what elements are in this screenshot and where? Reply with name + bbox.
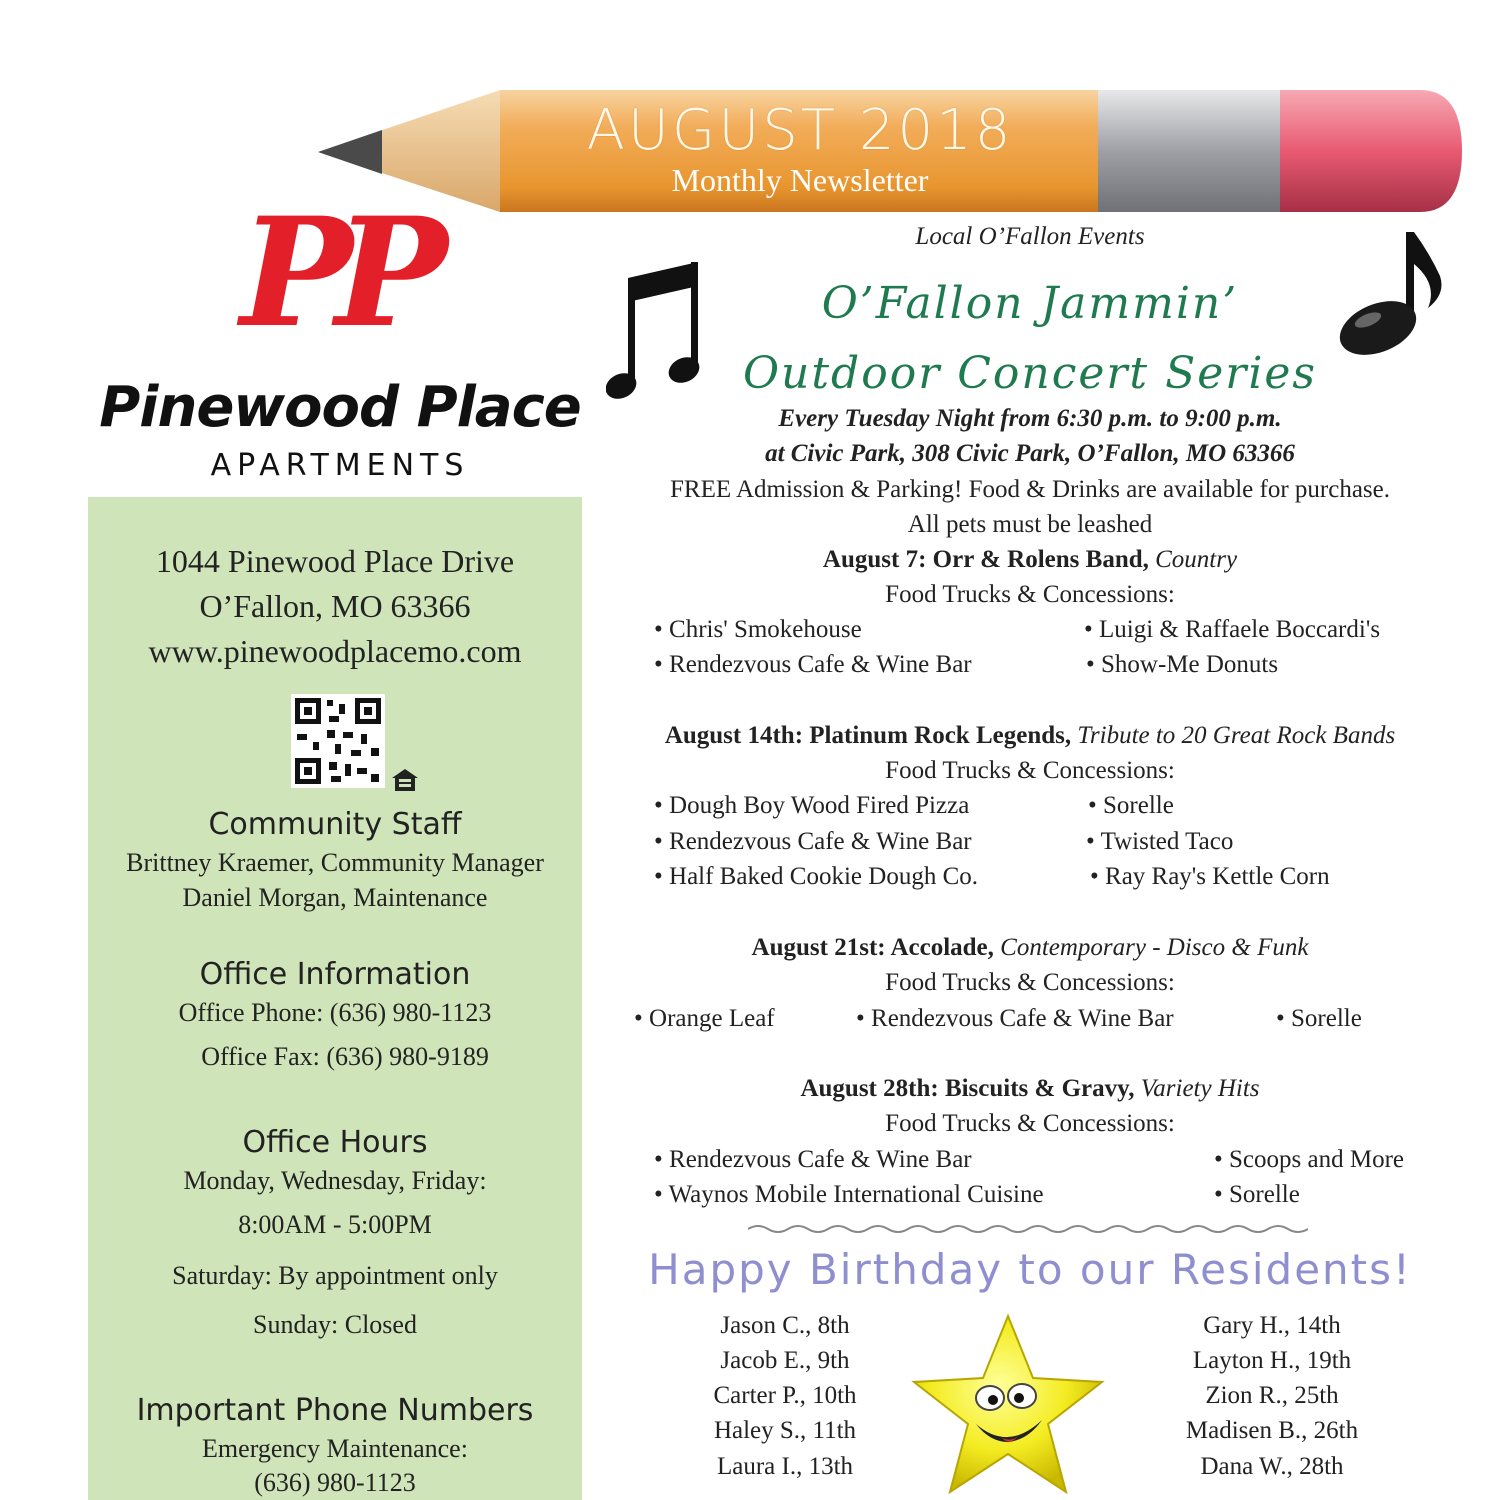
vendor-item: • Sorelle	[1088, 792, 1174, 819]
admission-info: FREE Admission & Parking! Food & Drinks are available for purchase.	[669, 476, 1391, 503]
vendor-item: • Rendezvous Cafe & Wine Bar	[654, 651, 972, 678]
vendor-item: • Waynos Mobile International Cuisine	[654, 1181, 1044, 1208]
birthday-entry: Haley S., 11th	[713, 1417, 857, 1444]
vendor-item: • Dough Boy Wood Fired Pizza	[654, 792, 970, 819]
office-information-heading: Office Information	[199, 957, 471, 992]
concert-series-title-line-1: O’Fallon Jammin’	[821, 278, 1239, 329]
qr-code-icon[interactable]	[291, 694, 385, 788]
pets-notice: All pets must be leashed	[907, 511, 1153, 538]
office-phone: Office Phone: (636) 980-1123	[178, 998, 492, 1027]
vendor-item: • Orange Leaf	[634, 1005, 775, 1032]
birthday-entry: Laura I., 13th	[716, 1453, 854, 1480]
wavy-divider	[748, 1222, 1308, 1236]
vendor-item: • Chris' Smokehouse	[654, 616, 862, 643]
hours-days: Monday, Wednesday, Friday:	[183, 1166, 487, 1195]
birthday-entry: Jacob E., 9th	[720, 1347, 850, 1374]
concert-heading-aug-14: August 14th: Platinum Rock Legends, Tribute to 20 Great Rock Bands	[664, 722, 1396, 749]
birthday-heading: Happy Birthday to our Residents!	[648, 1245, 1412, 1294]
birthday-entry: Dana W., 28th	[1200, 1453, 1344, 1480]
office-fax: Office Fax: (636) 980-9189	[201, 1042, 489, 1071]
vendor-item: • Rendezvous Cafe & Wine Bar	[654, 1146, 972, 1173]
concert-schedule: Every Tuesday Night from 6:30 p.m. to 9:00 p.m.	[778, 405, 1282, 432]
address-line-2: O’Fallon, MO 63366	[199, 588, 471, 624]
emergency-phone: (636) 980-1123	[254, 1468, 416, 1497]
birthday-entry: Jason C., 8th	[720, 1312, 850, 1339]
smiling-star-icon	[910, 1312, 1106, 1498]
info-sidebar	[88, 497, 582, 1500]
concert-series-title-line-2: Outdoor Concert Series	[742, 348, 1318, 399]
concessions-label-aug-7: Food Trucks & Concessions:	[885, 581, 1175, 608]
birthday-entry: Carter P., 10th	[713, 1382, 857, 1409]
concessions-label-aug-28: Food Trucks & Concessions:	[885, 1110, 1175, 1137]
newsletter-month-title: AUGUST 2018	[586, 98, 1014, 163]
staff-maintenance: Daniel Morgan, Maintenance	[182, 883, 488, 912]
logo-name: Pinewood Place	[99, 375, 581, 440]
vendor-item: • Sorelle	[1276, 1005, 1362, 1032]
events-section-label: Local O’Fallon Events	[915, 223, 1145, 250]
equal-housing-icon	[391, 768, 419, 792]
logo-tagline: APARTMENTS	[210, 448, 470, 483]
hours-saturday: Saturday: By appointment only	[172, 1261, 498, 1290]
vendor-item: • Luigi & Raffaele Boccardi's	[1084, 616, 1381, 643]
emergency-label: Emergency Maintenance:	[202, 1434, 468, 1463]
vendor-item: • Scoops and More	[1214, 1146, 1404, 1173]
concert-heading-aug-7: August 7: Orr & Rolens Band, Country	[822, 546, 1238, 573]
important-phones-heading: Important Phone Numbers	[136, 1393, 534, 1428]
community-staff-heading: Community Staff	[208, 807, 462, 842]
concert-heading-aug-21: August 21st: Accolade, Contemporary - Disco & Funk	[751, 934, 1309, 961]
hours-sunday: Sunday: Closed	[253, 1310, 417, 1339]
vendor-item: • Sorelle	[1214, 1181, 1300, 1208]
logo-monogram: PP	[240, 185, 430, 361]
birthday-entry: Gary H., 14th	[1203, 1312, 1341, 1339]
address-line-1: 1044 Pinewood Place Drive	[155, 543, 515, 579]
vendor-item: • Show-Me Donuts	[1086, 651, 1279, 678]
website-link[interactable]: www.pinewoodplacemo.com	[148, 633, 522, 669]
vendor-item: • Rendezvous Cafe & Wine Bar	[856, 1005, 1174, 1032]
newsletter-subtitle: Monthly Newsletter	[671, 162, 929, 198]
vendor-item: • Twisted Taco	[1086, 828, 1234, 855]
birthday-entry: Madisen B., 26th	[1185, 1417, 1359, 1444]
office-hours-heading: Office Hours	[242, 1125, 428, 1160]
concert-heading-aug-28: August 28th: Biscuits & Gravy, Variety Hits	[800, 1075, 1260, 1102]
staff-manager: Brittney Kraemer, Community Manager	[126, 848, 544, 877]
concert-location: at Civic Park, 308 Civic Park, O’Fallon, MO 63366	[765, 440, 1295, 467]
hours-time: 8:00AM - 5:00PM	[238, 1210, 432, 1239]
concessions-label-aug-14: Food Trucks & Concessions:	[885, 757, 1175, 784]
vendor-item: • Rendezvous Cafe & Wine Bar	[654, 828, 972, 855]
vendor-item: • Ray Ray's Kettle Corn	[1090, 863, 1330, 890]
birthday-entry: Layton H., 19th	[1192, 1347, 1352, 1374]
vendor-item: • Half Baked Cookie Dough Co.	[654, 863, 978, 890]
concessions-label-aug-21: Food Trucks & Concessions:	[885, 969, 1175, 996]
birthday-entry: Zion R., 25th	[1205, 1382, 1339, 1409]
